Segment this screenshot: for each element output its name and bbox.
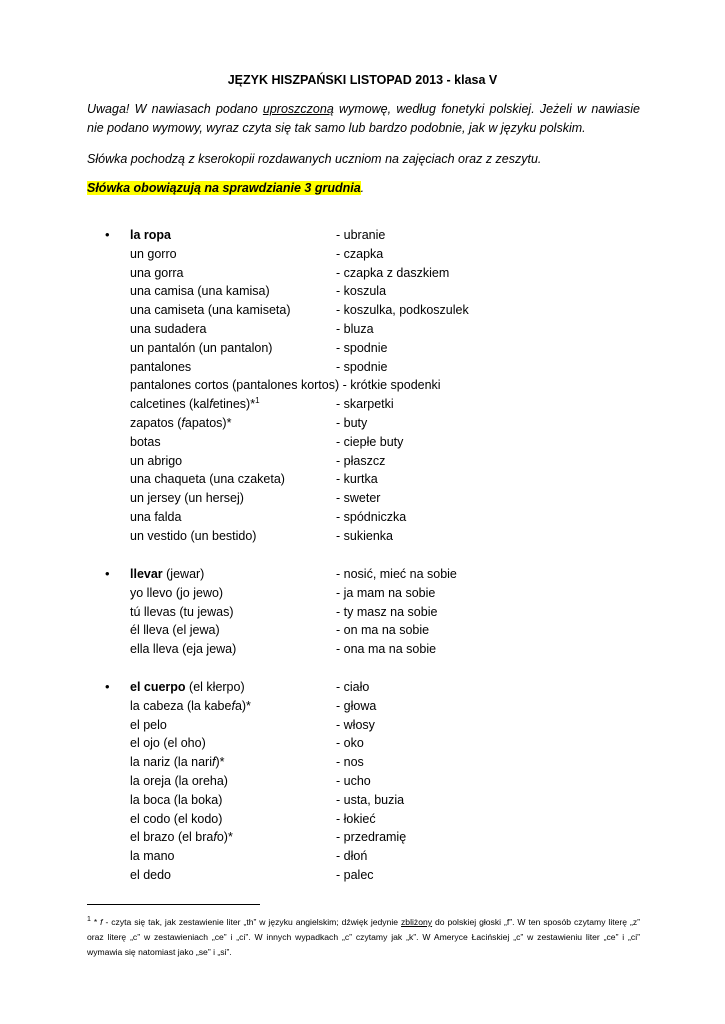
polish-translation: - spódniczka: [336, 509, 407, 524]
spanish-term: una gorra: [130, 265, 184, 280]
bullet-icon: •: [105, 566, 110, 581]
spanish-term: pantalones cortos (pantalones kortos) - krótkie spodenki: [130, 378, 441, 393]
spanish-term: una chaqueta (una czaketa): [130, 472, 285, 487]
spanish-term: una sudadera: [130, 321, 207, 336]
vocab-row: [87, 734, 647, 753]
polish-translation: - płaszcz: [336, 453, 386, 468]
polish-translation: - sweter: [336, 491, 381, 506]
polish-translation: - spodnie: [336, 340, 388, 355]
exam-note: Słówka obowiązują na sprawdzianie 3 grudnia.: [87, 181, 365, 195]
spanish-term: yo llevo (jo jewo): [130, 585, 224, 600]
spanish-term: pantalones: [130, 359, 192, 374]
vocab-row: [87, 245, 647, 264]
spanish-term: el brazo (el brafo)*: [130, 830, 233, 845]
polish-translation: - ucho: [336, 773, 371, 788]
vocab-row: [87, 433, 647, 452]
spanish-term: la oreja (la oreha): [130, 773, 228, 788]
vocab-row: [87, 395, 647, 414]
vocab-row: [87, 358, 647, 377]
spanish-term: la cabeza (la kabefa)*: [130, 698, 251, 713]
spanish-term: llevar (jewar): [130, 567, 205, 581]
polish-translation: - sukienka: [336, 528, 393, 543]
spanish-term: tú llevas (tu jewas): [130, 604, 234, 619]
vocab-row: [87, 678, 647, 697]
vocab-row: [87, 264, 647, 283]
source-note: Słówka pochodzą z kserokopii rozdawanych uczniom na zajęciach oraz z zeszytu.: [87, 152, 542, 166]
spanish-term: un abrigo: [130, 453, 183, 468]
vocab-row: [87, 339, 647, 358]
polish-translation: - ja mam na sobie: [336, 585, 436, 600]
polish-translation: - ciepłe buty: [336, 434, 404, 449]
bullet-icon: •: [105, 227, 110, 242]
polish-translation: - kurtka: [336, 472, 378, 487]
page-title: JĘZYK HISZPAŃSKI LISTOPAD 2013 - klasa V: [227, 73, 498, 87]
vocab-row: [87, 584, 647, 603]
spanish-term: una camisa (una kamisa): [130, 284, 270, 299]
vocab-row: [87, 470, 647, 489]
spanish-term: una falda: [130, 509, 182, 524]
spanish-term: la nariz (la narif)*: [130, 755, 225, 770]
footnote-number: 1: [87, 916, 91, 924]
pronunciation-note: [87, 100, 640, 138]
vocab-row: [87, 772, 647, 791]
spanish-term: la boca (la boka): [130, 792, 223, 807]
spanish-term: el codo (el kodo): [130, 811, 223, 826]
polish-translation: - nosić, mieć na sobie: [336, 567, 457, 581]
vocab-row: [87, 716, 647, 735]
spanish-term: el dedo: [130, 867, 172, 882]
spanish-term: una camiseta (una kamiseta): [130, 303, 291, 318]
vocab-row: [87, 640, 647, 659]
polish-translation: - włosy: [336, 717, 375, 732]
spanish-term: un gorro: [130, 246, 177, 261]
polish-translation: - on ma na sobie: [336, 623, 430, 638]
polish-translation: - ubranie: [336, 228, 386, 242]
vocab-row: [87, 301, 647, 320]
polish-translation: - ty masz na sobie: [336, 604, 438, 619]
spanish-term: un jersey (un hersej): [130, 491, 244, 506]
exam-note-highlight: Słówka obowiązują na sprawdzianie 3 grudnia: [87, 181, 361, 195]
polish-translation: - łokieć: [336, 811, 376, 826]
polish-translation: - palec: [336, 867, 374, 882]
footnote-rule: [87, 904, 260, 905]
polish-translation: - ona ma na sobie: [336, 642, 437, 657]
footnote-underlined: zbliżony: [401, 917, 433, 927]
vocab-row: [87, 320, 647, 339]
polish-translation: - przedramię: [336, 830, 407, 845]
vocab-row: [87, 603, 647, 622]
spanish-term: botas: [130, 434, 161, 449]
footnote: $^1$ * f - czyta się tak, jak zestawienie liter „th” w języku angielskim; dźwięk jedynie zbliżony do polskiej głoski „f”. W ten sposób czytamy literę „z” oraz literę „c” w zestawieniach „ce” i „ci”. W innych wypadkach „c” czytamy jak „k”. W Ameryce Łacińskiej „c” w zestawieniu liter „ce” i „ci” wymawia się natomiast jako „se” i „si”.: [87, 916, 640, 957]
spanish-term: ella lleva (eja jewa): [130, 642, 237, 657]
spanish-term: un vestido (un bestido): [130, 528, 257, 543]
polish-translation: - skarpetki: [336, 397, 394, 412]
polish-translation: - bluza: [336, 321, 374, 336]
vocab-row: [87, 828, 647, 847]
polish-translation: - koszulka, podkoszulek: [336, 303, 469, 318]
polish-translation: - dłoń: [336, 849, 368, 864]
polish-translation: - czapka: [336, 246, 384, 261]
spanish-term: calcetines (kalfetines)*$^1$: [130, 396, 260, 412]
spanish-term: el cuerpo (el kłerpo): [130, 680, 245, 694]
vocab-row: [87, 489, 647, 508]
vocab-row: [87, 621, 647, 640]
polish-translation: - usta, buzia: [336, 792, 405, 807]
vocab-row: [87, 847, 647, 866]
vocab-row: [87, 527, 647, 546]
vocab-section-llevar: [87, 565, 647, 659]
vocab-row: [87, 565, 647, 584]
vocab-row: [87, 810, 647, 829]
spanish-term: él lleva (el jewa): [130, 623, 220, 638]
spanish-term: el ojo (el oho): [130, 736, 206, 751]
note-text-end: wymowę, według fonetyki polskiej. Jeżeli w nawiasie nie podano wymowy, wyraz czyta się tak samo lub bardzo podobnie, jak w języku polskim.: [87, 102, 640, 135]
polish-translation: - koszula: [336, 284, 387, 299]
vocab-section-body: [87, 678, 647, 885]
polish-translation: - głowa: [336, 698, 377, 713]
polish-translation: - spodnie: [336, 359, 388, 374]
polish-translation: - nos: [336, 755, 364, 770]
vocab-row: [87, 697, 647, 716]
bullet-icon: •: [105, 679, 110, 694]
vocab-row: [87, 376, 647, 395]
polish-translation: - ciało: [336, 680, 370, 694]
vocab-row: [87, 282, 647, 301]
note-underlined: uproszczoną: [262, 102, 334, 116]
vocab-row: [87, 866, 647, 885]
spanish-term: un pantalón (un pantalon): [130, 340, 273, 355]
polish-translation: - czapka z daszkiem: [336, 265, 450, 280]
spanish-term: la ropa: [130, 228, 171, 242]
note-text: Uwaga! W nawiasach podano: [87, 102, 263, 116]
vocab-section-clothes: [87, 226, 647, 546]
vocab-row: [87, 452, 647, 471]
polish-translation: - buty: [336, 415, 368, 430]
vocab-row: [87, 508, 647, 527]
vocab-row: [87, 791, 647, 810]
vocab-row: [87, 226, 647, 245]
spanish-term: el pelo: [130, 717, 167, 732]
spanish-term: zapatos (fapatos)*: [130, 415, 232, 430]
spanish-term: la mano: [130, 849, 175, 864]
polish-translation: - oko: [336, 736, 364, 751]
vocab-row: [87, 753, 647, 772]
vocab-row: [87, 414, 647, 433]
